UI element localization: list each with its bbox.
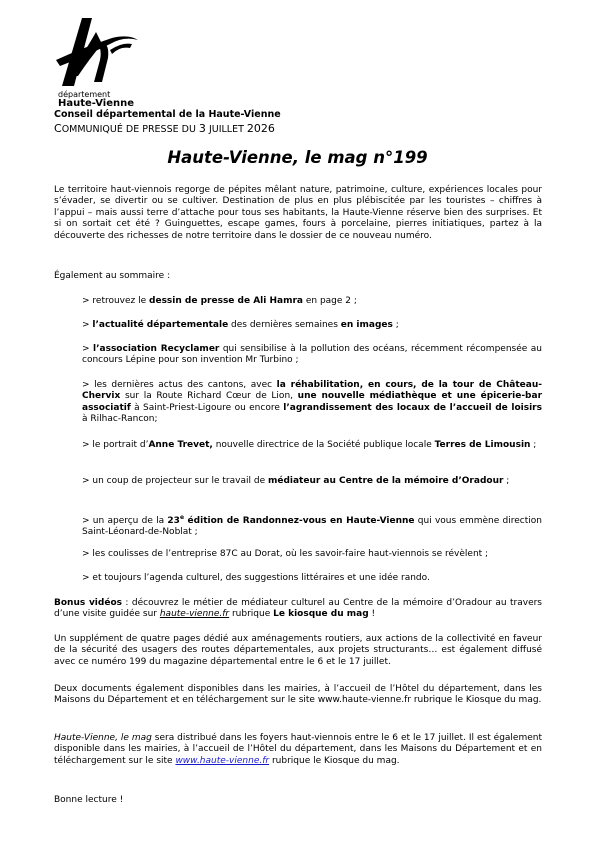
documents-paragraph: Deux documents également disponibles dans les mairies, à l’accueil de l’Hôtel du département, dans les Maisons du Département et en téléchargement sur le site www.haute-vienne.fr rubrique le Kiosque du mag.: [54, 684, 542, 706]
list-item: > l’association Recyclamer qui sensibilise à la pollution des océans, récemment récompensée au concours Lépine pour son invention Mr Turbino ;: [82, 344, 542, 366]
haute-vienne-link[interactable]: haute-vienne.fr: [159, 609, 230, 620]
logo-text-haute-vienne: Haute-Vienne: [58, 98, 135, 109]
list-item: > les dernières actus des cantons, avec la réhabilitation, en cours, de la tour de Château-Chervix sur la Route Richard Cœur de Lion, une nouvelle médiathèque et une épicerie-bar associatif à Saint-Priest-Ligoure ou encore l’agrandissement des locaux de l’accueil de loisirs à Rilhac-Rancon;: [82, 380, 543, 425]
department-logo-icon: [52, 14, 142, 92]
supplement-paragraph: Un supplément de quatre pages dédié aux aménagements routiers, aux actions de la collectivité en faveur de la sécurité des usagers des routes départementales, aux projets structurants… est également diffusé avec ce numéro 199 du magazine départemental entre le 6 et le 17 juillet.: [54, 634, 542, 667]
list-item: > le portrait d’Anne Trevet, nouvelle directrice de la Société publique locale Terres de Limousin ;: [82, 440, 537, 450]
list-item: > un coup de projecteur sur le travail de médiateur au Centre de la mémoire d’Oradour ;: [82, 476, 510, 486]
intro-paragraph: Le territoire haut-viennois regorge de pépites mêlant nature, patrimoine, culture, expériences locales pour s’évader, se divertir ou se cultiver. Destination de plus en plus plébiscitée par les touristes – chiffres à l’appui – mais aussi terre d’attache pour tous ses habitants, la Haute-Vienne réserve bien des surprises. Et si on sortait cet été ? Guinguettes, escape games, fours à porcelaine, pierres initiatiques, partez à la découverte des richesses de notre territoire dans le dossier de ce nouveau numéro.: [54, 185, 542, 241]
distribution-paragraph: Haute-Vienne, le mag sera distribué dans les foyers haut-viennois entre le 6 et le 17 juillet. Il est également disponible dans les mairies, à l’accueil de l’Hôtel du département, dans les Maisons du Département et en téléchargement sur le site www.haute-vienne.fr rubrique le Kiosque du mag.: [54, 733, 542, 766]
list-item: > retrouvez le dessin de presse de Ali Hamra en page 2 ;: [82, 296, 357, 306]
website-link[interactable]: www.haute-vienne.fr: [175, 755, 270, 766]
page-title: Haute-Vienne, le mag n°199: [167, 148, 428, 167]
organization-name: Conseil départemental de la Haute-Vienne: [54, 109, 281, 120]
bonus-paragraph: Bonus vidéos : découvrez le métier de médiateur culturel au Centre de la mémoire d’Oradour au travers d’une visite guidée sur haute-vienne.fr rubrique Le kiosque du mag !: [54, 598, 543, 620]
list-item: > les coulisses de l’entreprise 87C au Dorat, où les savoir-faire haut-viennois se révèlent ;: [82, 549, 489, 559]
list-item: > et toujours l’agenda culturel, des suggestions littéraires et une idée rando.: [82, 573, 430, 583]
department-logo: [52, 14, 142, 109]
list-item: > l’actualité départementale des dernières semaines en images ;: [82, 320, 399, 330]
press-release-date: COMMUNIQUÉ DE PRESSE DU 3 JUILLET 2026: [54, 122, 275, 135]
list-item: > un aperçu de la 23e édition de Randonnez-vous en Haute-Vienne qui vous emmène direction Saint-Léonard-de-Noblat ;: [82, 514, 542, 538]
logo-text-departement: département: [58, 90, 111, 99]
sommaire-label: Également au sommaire :: [54, 271, 171, 281]
closing-text: Bonne lecture !: [54, 795, 124, 805]
